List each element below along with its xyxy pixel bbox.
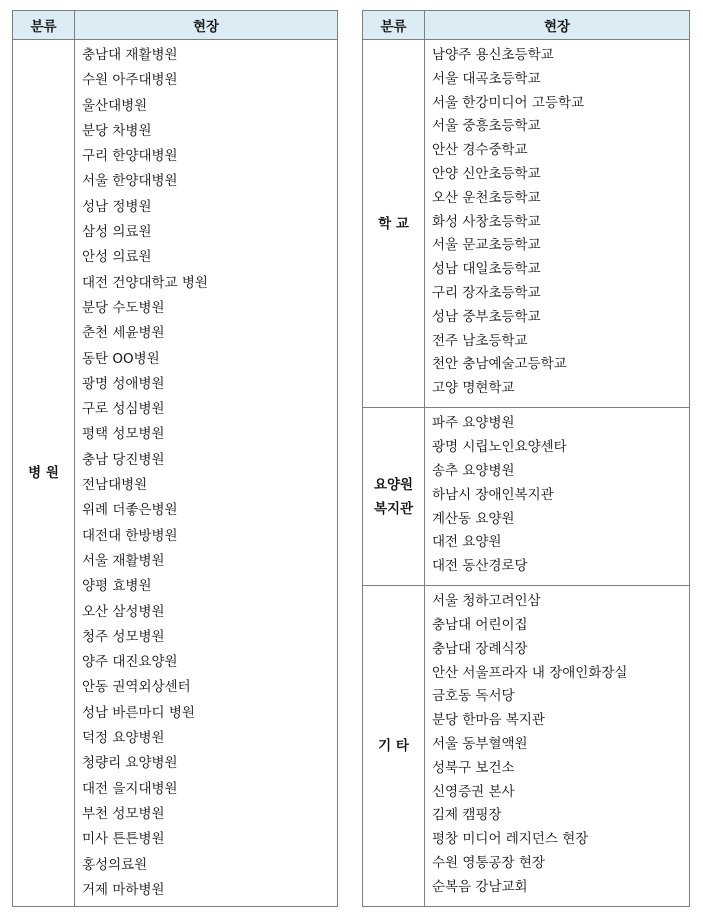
category-cell bbox=[363, 408, 425, 586]
site-item: 부천 성모병원 bbox=[82, 805, 165, 822]
site-header: 현장 bbox=[425, 11, 690, 40]
site-item: 파주 요양병원 bbox=[432, 415, 515, 432]
site-item: 성북구 보건소 bbox=[432, 759, 515, 776]
table-row bbox=[363, 586, 690, 907]
site-item: 대전 건양대학교 병원 bbox=[82, 274, 208, 291]
site-item: 성남 정병원 bbox=[82, 198, 152, 215]
category-header: 분류 bbox=[13, 11, 75, 40]
site-item: 신영증권 본사 bbox=[432, 783, 515, 800]
site-item: 서울 동부혈액원 bbox=[432, 736, 528, 753]
site-item: 광명 성애병원 bbox=[82, 375, 165, 392]
site-item: 안양 신안초등학교 bbox=[432, 165, 541, 182]
site-item: 충남 당진병원 bbox=[82, 451, 165, 468]
site-item: 안산 경수중학교 bbox=[432, 142, 528, 159]
site-item: 대전 동산경로당 bbox=[432, 558, 528, 575]
site-header: 현장 bbox=[75, 11, 338, 40]
site-list-cell bbox=[425, 586, 690, 907]
site-item: 서울 대곡초등학교 bbox=[432, 70, 541, 87]
site-item: 거제 마하병원 bbox=[82, 881, 165, 898]
header-row bbox=[13, 11, 338, 40]
site-item: 분당 수도병원 bbox=[82, 299, 165, 316]
site-item: 대전 을지대병원 bbox=[82, 780, 178, 797]
site-item: 울산대병원 bbox=[82, 97, 148, 114]
site-list-cell bbox=[75, 40, 338, 907]
site-item: 수원 아주대병원 bbox=[82, 72, 178, 89]
site-item: 오산 운천초등학교 bbox=[432, 189, 541, 206]
site-item: 성남 중부초등학교 bbox=[432, 308, 541, 325]
site-item: 서울 청하고려인삼 bbox=[432, 593, 541, 610]
table-body bbox=[13, 40, 338, 907]
site-item: 금호동 독서당 bbox=[432, 688, 515, 705]
site-item: 고양 명현학교 bbox=[432, 380, 515, 397]
category-label: 학 교 bbox=[378, 215, 409, 232]
site-item: 청량리 요양병원 bbox=[82, 755, 178, 772]
header-row bbox=[363, 11, 690, 40]
site-item: 덕정 요양병원 bbox=[82, 730, 165, 747]
site-item: 평택 성모병원 bbox=[82, 426, 165, 443]
site-item: 서울 문교초등학교 bbox=[432, 237, 541, 254]
site-item: 동탄 OO병원 bbox=[82, 350, 160, 367]
site-item: 삼성 의료원 bbox=[82, 224, 152, 241]
hospital-sites-table bbox=[12, 10, 338, 907]
site-item: 안동 권역외상센터 bbox=[82, 679, 191, 696]
site-item: 충남대 장례식장 bbox=[432, 640, 528, 657]
site-item: 화성 사창초등학교 bbox=[432, 213, 541, 230]
site-item: 미사 튼튼병원 bbox=[82, 831, 165, 848]
site-item: 광명 시립노인요양센타 bbox=[432, 439, 567, 456]
site-item: 김제 캠핑장 bbox=[432, 807, 502, 824]
category-cell bbox=[363, 586, 425, 907]
site-item: 서울 한강미디어 고등학교 bbox=[432, 94, 585, 111]
site-item: 남양주 용신초등학교 bbox=[432, 47, 554, 63]
site-item: 충남대 재활병원 bbox=[82, 47, 178, 63]
site-item: 전주 남초등학교 bbox=[432, 332, 528, 349]
table-row bbox=[13, 40, 338, 907]
category-cell bbox=[13, 40, 75, 907]
site-item: 분당 한마음 복지관 bbox=[432, 712, 545, 729]
site-item: 전남대병원 bbox=[82, 477, 148, 494]
site-item: 서울 중흥초등학교 bbox=[432, 118, 541, 135]
site-item: 양평 효병원 bbox=[82, 578, 152, 595]
category-label: 복지관 bbox=[373, 500, 414, 517]
site-item: 대전 요양원 bbox=[432, 534, 502, 551]
table-row bbox=[363, 408, 690, 586]
site-item: 성남 대일초등학교 bbox=[432, 261, 541, 278]
category-label: 요양원 bbox=[373, 476, 414, 493]
site-item: 구리 장자초등학교 bbox=[432, 284, 541, 301]
site-item: 분당 차병원 bbox=[82, 122, 152, 139]
site-item: 성남 바른마디 병원 bbox=[82, 704, 195, 721]
site-item: 수원 영통공장 현장 bbox=[432, 855, 545, 872]
table-body bbox=[363, 40, 690, 907]
site-item: 구리 한양대병원 bbox=[82, 148, 178, 165]
site-item: 계산동 요양원 bbox=[432, 510, 515, 527]
site-list-cell bbox=[425, 408, 690, 586]
site-item: 안산 서울프라자 내 장애인화장실 bbox=[432, 664, 628, 681]
site-item: 안성 의료원 bbox=[82, 249, 152, 266]
site-item: 서울 재활병원 bbox=[82, 552, 165, 569]
category-label: 병 원 bbox=[28, 465, 59, 481]
site-item: 위례 더좋은병원 bbox=[82, 502, 178, 519]
site-item: 춘천 세윤병원 bbox=[82, 325, 165, 342]
category-label: 기 타 bbox=[378, 738, 409, 755]
site-item: 서울 한양대병원 bbox=[82, 173, 178, 190]
site-item: 오산 삼성병원 bbox=[82, 603, 165, 620]
site-item: 하남시 장애인복지관 bbox=[432, 486, 554, 503]
site-item: 충남대 어린이집 bbox=[432, 617, 528, 634]
table-row bbox=[363, 40, 690, 408]
site-list-cell bbox=[425, 40, 690, 408]
site-item: 대전대 한방병원 bbox=[82, 527, 178, 544]
site-item: 홍성의료원 bbox=[82, 856, 148, 873]
site-item: 평창 미디어 레지던스 현장 bbox=[432, 831, 589, 848]
site-item: 천안 충남예술고등학교 bbox=[432, 356, 567, 373]
other-sites-table bbox=[362, 10, 690, 907]
category-header: 분류 bbox=[363, 11, 425, 40]
category-cell bbox=[363, 40, 425, 408]
site-item: 청주 성모병원 bbox=[82, 628, 165, 645]
site-item: 순복음 강남교회 bbox=[432, 878, 528, 895]
site-item: 양주 대진요양원 bbox=[82, 654, 178, 671]
site-item: 구로 성심병원 bbox=[82, 401, 165, 418]
site-item: 송추 요양병원 bbox=[432, 462, 515, 479]
